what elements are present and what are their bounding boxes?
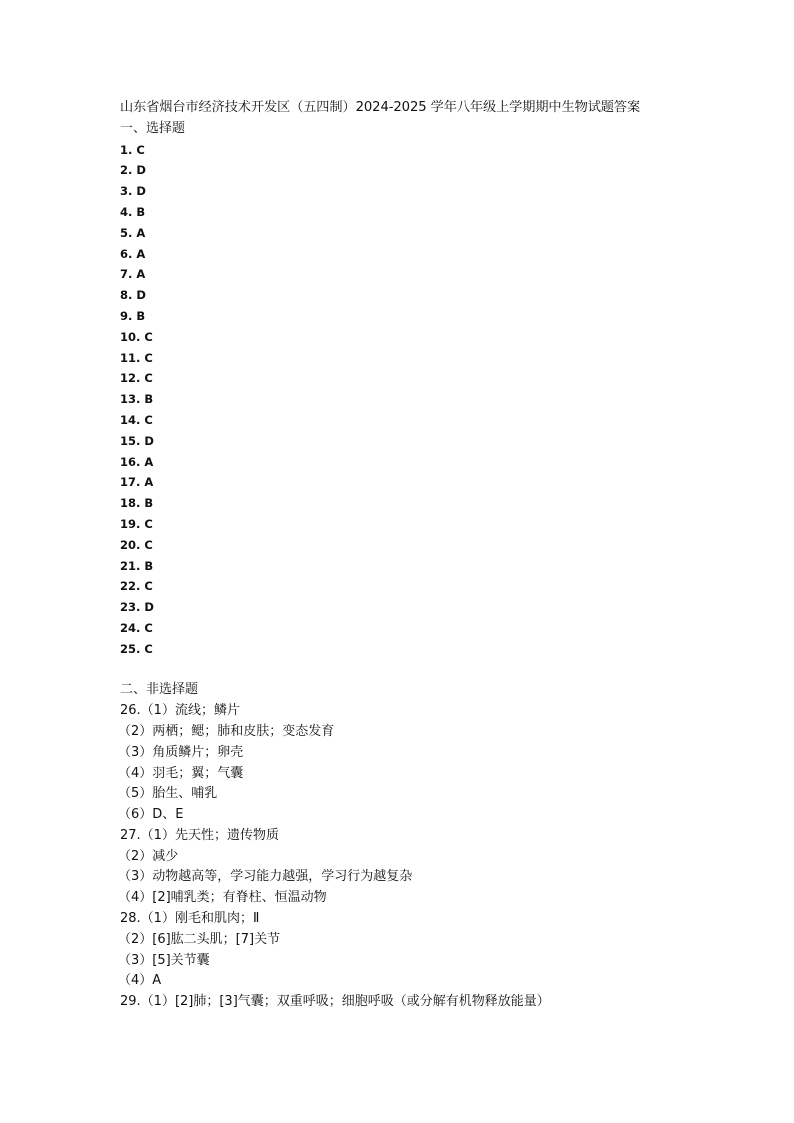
answer-line: （2）减少: [118, 848, 179, 864]
question-28-block: [120, 909, 680, 992]
answer-item: 7. A: [120, 267, 146, 282]
section-heading-non-choice: 二、非选择题: [120, 682, 199, 698]
answer-item: 19. C: [120, 516, 153, 531]
answer-line: （2）[6]肱二头肌；[7]关节: [118, 931, 281, 947]
answer-line: （6）D、E: [118, 807, 184, 823]
answer-item: 5. A: [120, 225, 146, 240]
answer-line: 27.（1）先天性；遗传物质: [120, 827, 279, 843]
answer-item: 15. D: [120, 433, 154, 448]
answer-item: 12. C: [120, 371, 153, 386]
answer-item: 9. B: [120, 308, 146, 323]
answer-line: 26.（1）流线；鳞片: [120, 703, 240, 719]
answer-item: 8. D: [120, 288, 146, 303]
blank-line: [120, 660, 680, 681]
answer-line: （3）动物越高等，学习能力越强，学习行为越复杂: [118, 869, 413, 885]
answer-line: （4）A: [118, 973, 162, 989]
answer-item: 23. D: [120, 600, 154, 615]
answer-item: 21. B: [120, 558, 154, 573]
answer-item: 16. A: [120, 454, 154, 469]
answer-line: （5）胎生、哺乳: [118, 786, 218, 802]
answer-item: 13. B: [120, 392, 154, 407]
answer-line: （3）[5]关节囊: [118, 952, 210, 968]
section-heading-multiple-choice: 一、选择题: [120, 120, 186, 136]
answer-item: 10. C: [120, 329, 153, 344]
answer-item: 2. D: [120, 163, 146, 178]
question-29-block: [120, 992, 680, 1013]
answer-item: 20. C: [120, 537, 153, 552]
answer-line: （2）两栖；鳃；肺和皮肤；变态发育: [118, 723, 335, 739]
answer-item: 1. C: [120, 142, 145, 157]
question-27-block: [120, 826, 680, 909]
answer-line: （3）角质鳞片；卵壳: [118, 744, 244, 760]
answer-line: （4）[2]哺乳类；有脊柱、恒温动物: [118, 890, 327, 906]
question-26-block: [120, 701, 680, 826]
answer-line: 29.（1）[2]肺；[3]气囊；双重呼吸；细胞呼吸（或分解有机物释放能量）: [120, 994, 550, 1010]
answer-line: （4）羽毛；翼；气囊: [118, 765, 244, 781]
answer-item: 3. D: [120, 184, 146, 199]
answer-item: 11. C: [120, 350, 153, 365]
answer-item: 6. A: [120, 246, 146, 261]
answer-item: 22. C: [120, 579, 153, 594]
answer-item: 14. C: [120, 412, 153, 427]
answer-item: 18. B: [120, 496, 154, 511]
answer-item: 17. A: [120, 475, 154, 490]
answer-item: 25. C: [120, 641, 153, 656]
document-content: [120, 98, 680, 1013]
answer-line: 28.（1）刚毛和肌肉；Ⅱ: [120, 911, 260, 927]
multiple-choice-answer-list: [120, 140, 680, 660]
document-title: 山东省烟台市经济技术开发区（五四制）2024-2025 学年八年级上学期期中生物试题答案: [120, 100, 641, 115]
answer-item: 24. C: [120, 620, 153, 635]
answer-item: 4. B: [120, 204, 146, 219]
